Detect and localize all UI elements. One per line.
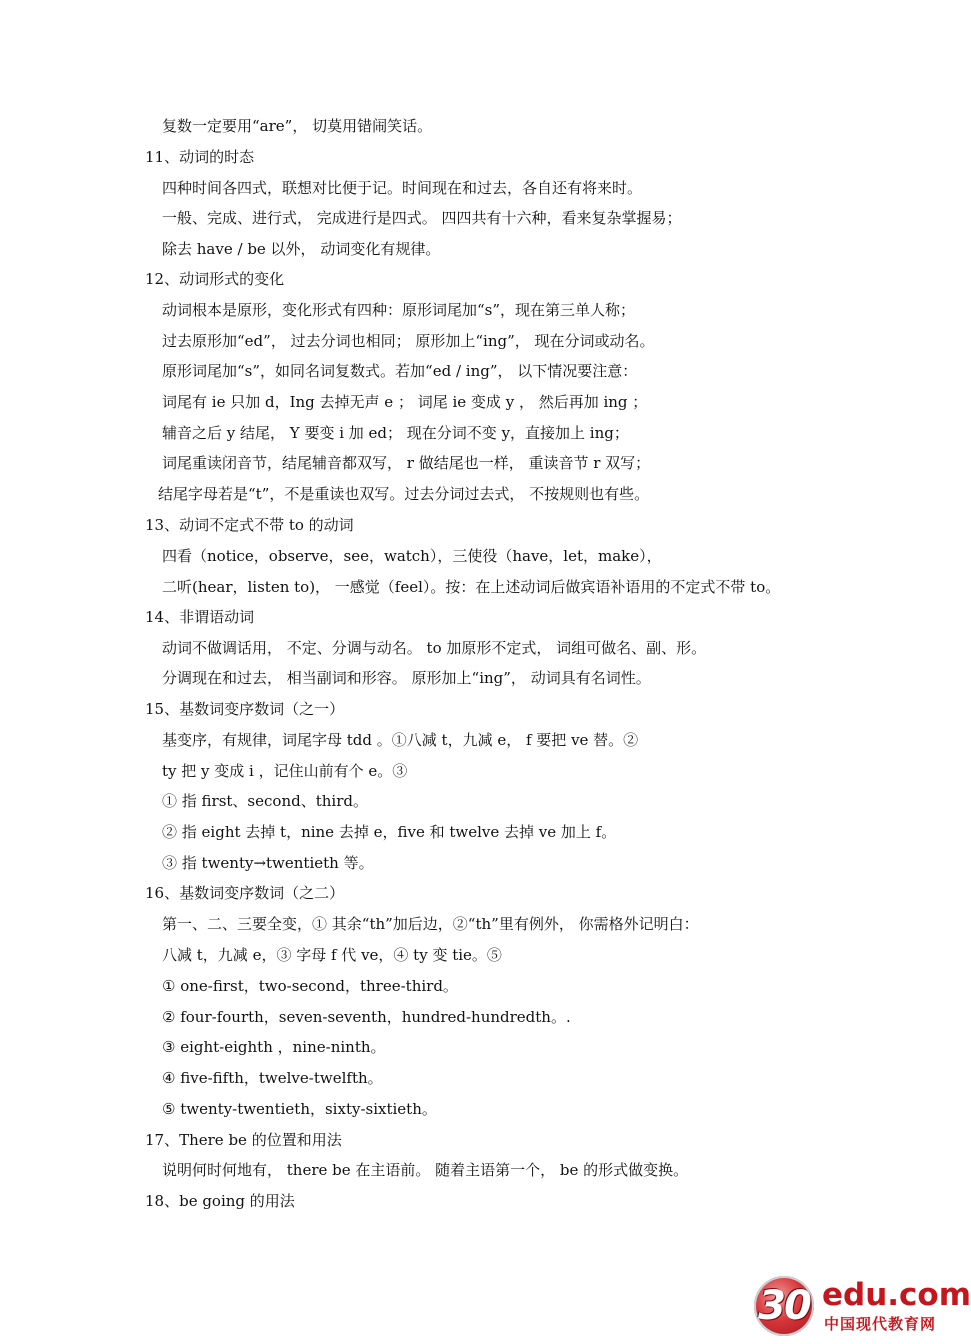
body-line: 说明何时何地有， there be 在主语前。 随着主语第一个， be 的形式做变换。: [162, 1161, 689, 1179]
logo-domain: edu.com: [822, 1277, 971, 1313]
body-line: 四种时间各四式，联想对比便于记。时间现在和过去，各自还有将来时。: [162, 179, 643, 197]
body-line: 结尾字母若是“t”，不是重读也双写。过去分词过去式， 不按规则也有些。: [158, 485, 650, 503]
body-line: 除去 have / be 以外， 动词变化有规律。: [162, 240, 441, 258]
section-heading: 12、动词形式的变化: [145, 270, 285, 288]
body-line: 一般、完成、进行式， 完成进行是四式。 四四共有十六种，看来复杂掌握易；: [162, 209, 682, 227]
body-line: ty 把 y 变成 i ，记住山前有个 e。③: [162, 762, 408, 780]
body-line: 词尾有 ie 只加 d，Ing 去掉无声 e ； 词尾 ie 变成 y ， 然后再加 ing ；: [162, 393, 648, 411]
body-line: ① one-first，two-second，three-third。: [162, 977, 458, 995]
section-heading: 18、be going 的用法: [145, 1192, 295, 1210]
logo-number: 30: [758, 1283, 810, 1329]
site-logo: [748, 1272, 971, 1344]
body-line: 复数一定要用“are”， 切莫用错闹笑话。: [162, 117, 433, 135]
body-line: ② 指 eight 去掉 t，nine 去掉 e，five 和 twelve 去掉 ve 加上 f。: [162, 823, 617, 841]
logo-site-name: 中国现代教育网: [824, 1315, 937, 1333]
body-line: ④ five-fifth，twelve-twelfth。: [162, 1069, 383, 1087]
body-line: ⑤ twenty-twentieth，sixty-sixtieth。: [162, 1100, 437, 1118]
body-line: 二听(hear，listen to)， 一感觉（feel）。按：在上述动词后做宾语补语用的不定式不带 to。: [162, 578, 781, 596]
body-line: 分调现在和过去， 相当副词和形容。 原形加上“ing”， 动词具有名词性。: [162, 669, 651, 687]
section-heading: 13、动词不定式不带 to 的动词: [145, 516, 354, 534]
body-line: ③ 指 twenty→twentieth 等。: [162, 854, 374, 872]
body-line: 四看（notice，observe，see，watch），三使役（have，let，make），: [162, 547, 662, 565]
body-line: ② four-fourth，seven-seventh，hundred-hundredth。.: [162, 1008, 571, 1026]
body-line: 原形词尾加“s”，如同名词复数式。若加“ed / ing”， 以下情况要注意：: [162, 362, 638, 380]
body-line: 动词根本是原形，变化形式有四种：原形词尾加“s”，现在第三单人称；: [162, 301, 636, 319]
section-heading: 17、There be 的位置和用法: [145, 1131, 342, 1149]
body-line: 动词不做调话用， 不定、分调与动名。 to 加原形不定式， 词组可做名、副、形。: [162, 639, 707, 657]
body-line: 词尾重读闭音节，结尾辅音都双写， r 做结尾也一样， 重读音节 r 双写；: [162, 454, 651, 472]
section-heading: 11、动词的时态: [145, 148, 255, 166]
body-line: 过去原形加“ed”， 过去分词也相同； 原形加上“ing”， 现在分词或动名。: [162, 332, 655, 350]
body-line: ③ eight-eighth ，nine-ninth。: [162, 1038, 386, 1056]
section-heading: 15、基数词变序数词（之一）: [145, 700, 345, 718]
body-line: 八减 t，九减 e，③ 字母 f 代 ve，④ ty 变 tie。⑤: [162, 946, 502, 964]
section-heading: 14、非谓语动词: [145, 608, 255, 626]
body-line: ① 指 first、second、third。: [162, 792, 368, 810]
body-line: 基变序，有规律，词尾字母 tdd 。①八减 t，九减 e， f 要把 ve 替。②: [162, 731, 639, 749]
body-line: 第一、二、三要全变，① 其余“th”加后边，②“th”里有例外， 你需格外记明白：: [162, 915, 699, 933]
section-heading: 16、基数词变序数词（之二）: [145, 884, 345, 902]
body-line: 辅音之后 y 结尾， Y 要变 i 加 ed； 现在分词不变 y，直接加上 ing；: [162, 424, 629, 442]
